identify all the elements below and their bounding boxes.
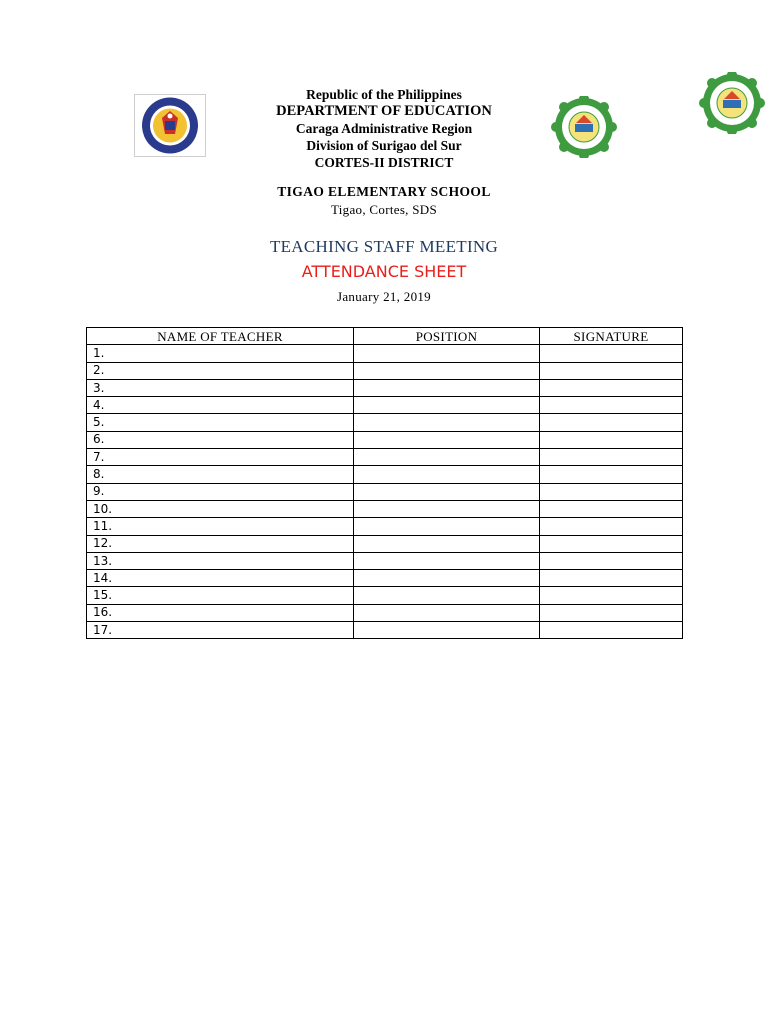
- table-row: [87, 431, 683, 448]
- position-cell[interactable]: [354, 466, 540, 483]
- signature-cell[interactable]: [540, 587, 683, 604]
- letterhead: [0, 86, 768, 171]
- position-cell[interactable]: [354, 622, 540, 639]
- position-cell[interactable]: [354, 449, 540, 466]
- table-row: [87, 587, 683, 604]
- table-row: [87, 518, 683, 535]
- table-row: [87, 414, 683, 431]
- column-header-name: NAME OF TEACHER: [87, 328, 354, 345]
- row-number-cell[interactable]: 8.: [87, 466, 354, 483]
- position-cell[interactable]: [354, 397, 540, 414]
- signature-cell[interactable]: [540, 552, 683, 569]
- table-row: [87, 500, 683, 517]
- position-cell[interactable]: [354, 587, 540, 604]
- table-row: [87, 483, 683, 500]
- signature-cell[interactable]: [540, 362, 683, 379]
- row-number-cell[interactable]: 11.: [87, 518, 354, 535]
- row-number-cell[interactable]: 16.: [87, 604, 354, 621]
- table-row: [87, 552, 683, 569]
- header-division: Division of Surigao del Sur: [306, 138, 462, 153]
- column-header-signature: SIGNATURE: [540, 328, 683, 345]
- header-republic: Republic of the Philippines: [306, 87, 462, 102]
- position-cell[interactable]: [354, 604, 540, 621]
- table-row: [87, 379, 683, 396]
- signature-cell[interactable]: [540, 535, 683, 552]
- signature-cell[interactable]: [540, 518, 683, 535]
- signature-cell[interactable]: [540, 431, 683, 448]
- school-address: Tigao, Cortes, SDS: [330, 202, 438, 217]
- table-row: [87, 345, 683, 362]
- position-cell[interactable]: [354, 570, 540, 587]
- table-row: [87, 535, 683, 552]
- school-block: [0, 183, 768, 219]
- row-number-cell[interactable]: 4.: [87, 397, 354, 414]
- table-header-row: [87, 328, 683, 345]
- row-number-cell[interactable]: 14.: [87, 570, 354, 587]
- position-cell[interactable]: [354, 535, 540, 552]
- signature-cell[interactable]: [540, 500, 683, 517]
- signature-cell[interactable]: [540, 379, 683, 396]
- header-department: DEPARTMENT OF EDUCATION: [276, 103, 492, 119]
- row-number-cell[interactable]: 7.: [87, 449, 354, 466]
- sheet-title: ATTENDANCE SHEET: [301, 262, 467, 281]
- row-number-cell[interactable]: 1.: [87, 345, 354, 362]
- row-number-cell[interactable]: 12.: [87, 535, 354, 552]
- table-row: [87, 449, 683, 466]
- meeting-title: TEACHING STAFF MEETING: [269, 237, 499, 256]
- meeting-date: January 21, 2019: [337, 289, 431, 304]
- position-cell[interactable]: [354, 362, 540, 379]
- position-cell[interactable]: [354, 379, 540, 396]
- row-number-cell[interactable]: 6.: [87, 431, 354, 448]
- position-cell[interactable]: [354, 500, 540, 517]
- signature-cell[interactable]: [540, 483, 683, 500]
- column-header-position: POSITION: [354, 328, 540, 345]
- table-row: [87, 604, 683, 621]
- signature-cell[interactable]: [540, 604, 683, 621]
- signature-cell[interactable]: [540, 414, 683, 431]
- header-region: Caraga Administrative Region: [295, 121, 473, 136]
- position-cell[interactable]: [354, 483, 540, 500]
- position-cell[interactable]: [354, 518, 540, 535]
- position-cell[interactable]: [354, 345, 540, 362]
- table-row: [87, 397, 683, 414]
- school-name: TIGAO ELEMENTARY SCHOOL: [277, 184, 491, 199]
- row-number-cell[interactable]: 10.: [87, 500, 354, 517]
- signature-cell[interactable]: [540, 570, 683, 587]
- header-district: CORTES-II DISTRICT: [314, 155, 454, 170]
- signature-cell[interactable]: [540, 466, 683, 483]
- signature-cell[interactable]: [540, 397, 683, 414]
- position-cell[interactable]: [354, 414, 540, 431]
- position-cell[interactable]: [354, 552, 540, 569]
- position-cell[interactable]: [354, 431, 540, 448]
- row-number-cell[interactable]: 13.: [87, 552, 354, 569]
- row-number-cell[interactable]: 15.: [87, 587, 354, 604]
- row-number-cell[interactable]: 17.: [87, 622, 354, 639]
- table-row: [87, 362, 683, 379]
- row-number-cell[interactable]: 3.: [87, 379, 354, 396]
- attendance-table: [86, 327, 683, 639]
- row-number-cell[interactable]: 2.: [87, 362, 354, 379]
- table-row: [87, 466, 683, 483]
- signature-cell[interactable]: [540, 449, 683, 466]
- row-number-cell[interactable]: 9.: [87, 483, 354, 500]
- signature-cell[interactable]: [540, 622, 683, 639]
- table-row: [87, 570, 683, 587]
- table-row: [87, 622, 683, 639]
- signature-cell[interactable]: [540, 345, 683, 362]
- row-number-cell[interactable]: 5.: [87, 414, 354, 431]
